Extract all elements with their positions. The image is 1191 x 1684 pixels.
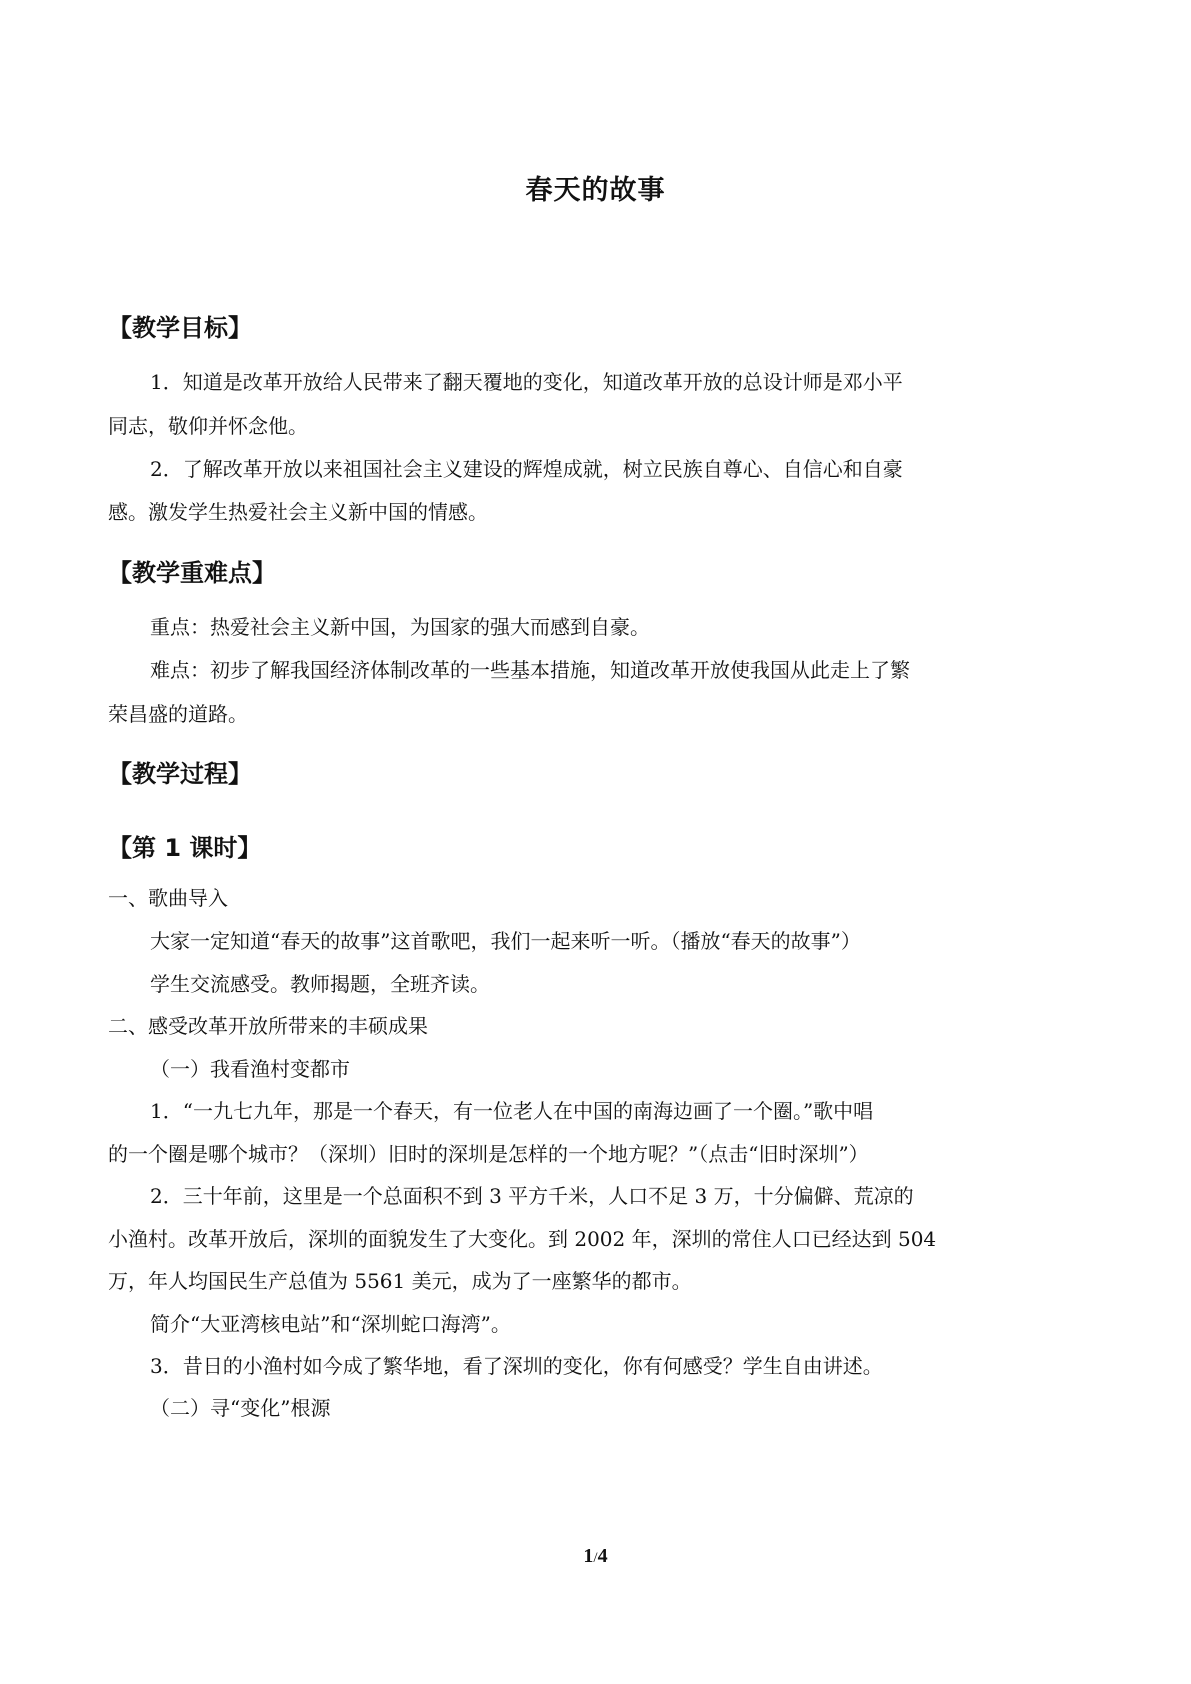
lesson-line: （二）寻“变化”根源 [150, 1396, 331, 1420]
objective-line: 感。激发学生热爱社会主义新中国的情感。 [108, 500, 488, 524]
lesson-line: 万，年人均国民生产总值为 5561 美元，成为了一座繁华的都市。 [108, 1269, 692, 1293]
lesson-line: 大家一定知道“春天的故事”这首歌吧，我们一起来听一听。（播放“春天的故事”） [150, 929, 861, 953]
lesson-line: 一、歌曲导入 [108, 886, 228, 910]
section-heading-objectives: 【教学目标】 [108, 314, 252, 342]
key-point-line: 难点：初步了解我国经济体制改革的一些基本措施，知道改革开放使我国从此走上了繁 [150, 658, 910, 682]
current-page: 1 [583, 1545, 594, 1567]
total-pages: 4 [597, 1545, 608, 1567]
lesson-line: 二、感受改革开放所带来的丰硕成果 [108, 1014, 428, 1038]
page-number [0, 1545, 1191, 1568]
lesson-line: 的一个圈是哪个城市？（深圳）旧时的深圳是怎样的一个地方呢？”（点击“旧时深圳”） [108, 1142, 869, 1166]
lesson-line: 2．三十年前，这里是一个总面积不到 3 平方千米，人口不足 3 万，十分偏僻、荒凉的 [150, 1184, 914, 1208]
lesson-line: 简介“大亚湾核电站”和“深圳蛇口海湾”。 [150, 1312, 511, 1336]
lesson-line: （一）我看渔村变都市 [150, 1057, 350, 1081]
section-heading-process: 【教学过程】 [108, 760, 252, 788]
lesson-line: 1．“一九七九年，那是一个春天，有一位老人在中国的南海边画了一个圈。”歌中唱 [150, 1099, 874, 1123]
lesson-line: 小渔村。改革开放后，深圳的面貌发生了大变化。到 2002 年，深圳的常住人口已经达到 504 [108, 1227, 937, 1251]
objective-line: 2．了解改革开放以来祖国社会主义建设的辉煌成就，树立民族自尊心、自信心和自豪 [150, 457, 903, 481]
key-point-line: 重点：热爱社会主义新中国，为国家的强大而感到自豪。 [150, 615, 650, 639]
key-point-line: 荣昌盛的道路。 [108, 702, 248, 726]
section-heading-lesson-1: 【第 1 课时】 [108, 834, 262, 862]
objective-line: 同志，敬仰并怀念他。 [108, 414, 308, 438]
objective-line: 1．知道是改革开放给人民带来了翻天覆地的变化，知道改革开放的总设计师是邓小平 [150, 370, 903, 394]
document-title: 春天的故事 [525, 175, 666, 206]
page-separator: / [593, 1550, 598, 1566]
lesson-line: 学生交流感受。教师揭题，全班齐读。 [150, 972, 490, 996]
lesson-line: 3．昔日的小渔村如今成了繁华地，看了深圳的变化，你有何感受？学生自由讲述。 [150, 1354, 883, 1378]
section-heading-key-points: 【教学重难点】 [108, 559, 276, 587]
